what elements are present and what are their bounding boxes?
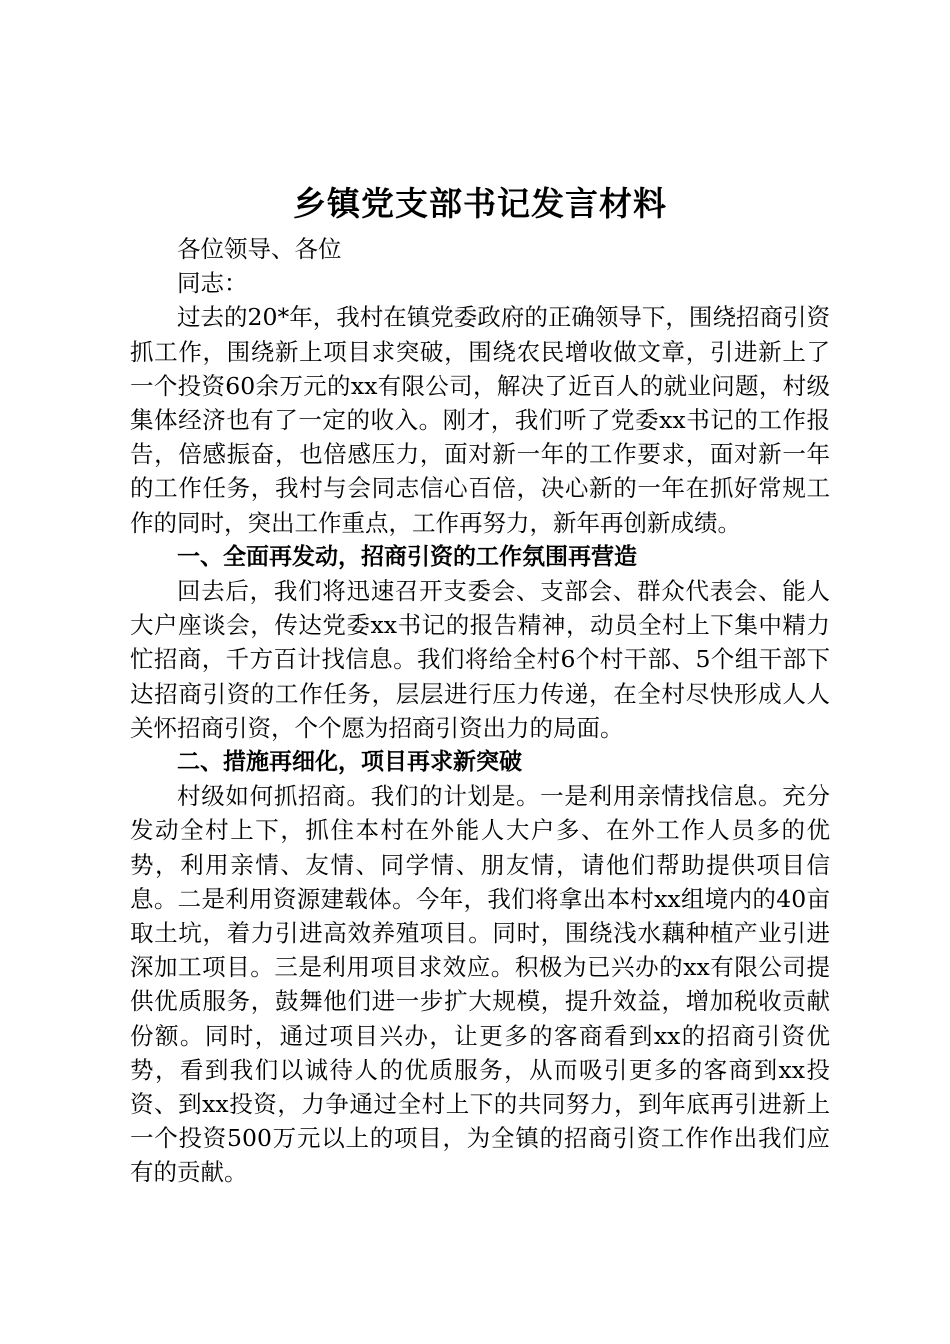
section-1-paragraph: 回去后，我们将迅速召开支委会、支部会、群众代表会、能人大户座谈会，传达党委xx书记的报告精神，动员全村上下集中精力忙招商，千方百计找信息。我们将给全村6个村干部、5个组干部下达招商引资的工作任务，层层进行压力传递，在全村尽快形成人人关怀招商引资，个个愿为招商引资出力的局面。 — [130, 577, 830, 742]
section-2-heading: 二、措施再细化，项目再求新突破 — [177, 749, 522, 776]
salutation-line-1: 各位领导、各位 — [177, 235, 342, 263]
salutation-line-2: 同志： — [177, 269, 248, 298]
section-2-paragraph: 村级如何抓招商。我们的计划是。一是利用亲情找信息。充分发动全村上下，抓住本村在外能人大户多、在外工作人员多的优势，利用亲情、友情、同学情、朋友情，请他们帮助提供项目信息。二是利用资源建载体。今年，我们将拿出本村xx组境内的40亩取土坑，着力引进高效养殖项目。同时，围绕浅水藕种植产业引进深加工项目。三是利用项目求效应。积极为已兴办的xx有限公司提供优质服务，鼓舞他们进一步扩大规模，提升效益，增加税收贡献份额。同时，通过项目兴办，让更多的客商看到xx的招商引资优势，看到我们以诚待人的优质服务，从而吸引更多的客商到xx投资、到xx投资，力争通过全村上下的共同努力，到年底再引进新上一个投资500万元以上的项目，为全镇的招商引资工作作出我们应有的贡献。 — [130, 782, 830, 1187]
document-title: 乡镇党支部书记发言材料 — [293, 184, 667, 223]
document-page — [130, 180, 830, 1190]
section-1-heading: 一、全面再发动，招商引资的工作氛围再营造 — [177, 543, 637, 570]
intro-paragraph: 过去的20*年，我村在镇党委政府的正确领导下，围绕招商引资抓工作，围绕新上项目求突破，围绕农民增收做文章，引进新上了一个投资60余万元的xx有限公司，解决了近百人的就业问题，村级集体经济也有了一定的收入。刚才，我们听了党委xx书记的工作报告，倍感振奋，也倍感压力，面对新一年的工作要求，面对新一年的工作任务，我村与会同志信心百倍，决心新的一年在抓好常规工作的同时，突出工作重点，工作再努力，新年再创新成绩。 — [130, 303, 830, 537]
